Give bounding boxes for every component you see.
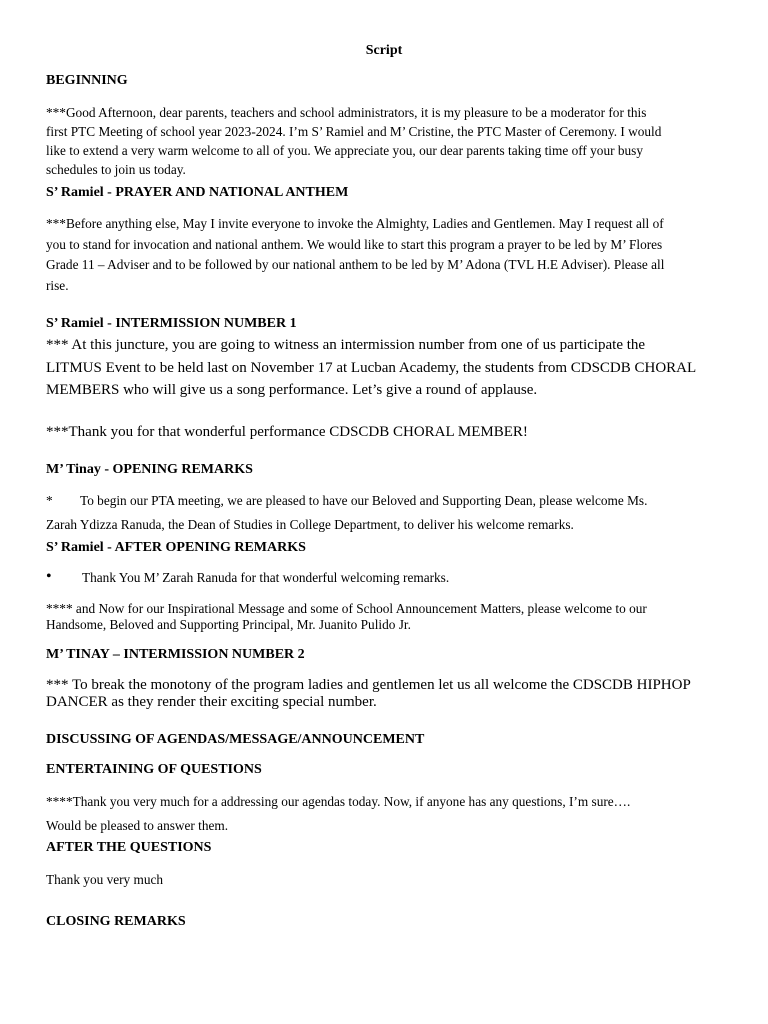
section-heading-after-opening: S’ Ramiel - AFTER OPENING REMARKS (46, 540, 306, 555)
bullet-dot: • (46, 568, 52, 585)
after-opening-line-1: Thank You M’ Zarah Ranuda for that wonderful welcoming remarks. (82, 570, 450, 585)
paragraph-line: Handsome, Beloved and Supporting Principal, Mr. Juanito Pulido Jr. (46, 617, 411, 632)
intermission-1-thanks: ***Thank you for that wonderful performance CDSCDB CHORAL MEMBER! (46, 424, 528, 440)
opening-line-1: To begin our PTA meeting, we are pleased to have our Beloved and Supporting Dean, please welcome Ms. (80, 493, 648, 508)
section-heading-closing: CLOSING REMARKS (46, 914, 186, 929)
opening-line-2: Zarah Ydizza Ranuda, the Dean of Studies in College Department, to deliver his welcome remarks. (46, 517, 574, 532)
after-opening-paragraph (46, 601, 728, 633)
paragraph-line: ***Before anything else, May I invite everyone to invoke the Almighty, Ladies and Gentlemen. May I request all of (46, 216, 664, 231)
questions-line-1: ****Thank you very much for a addressing our agendas today. Now, if anyone has any questions, I’m sure…. (46, 794, 631, 809)
paragraph-line: you to stand for invocation and national anthem. We would like to start this program a prayer to be led by M’ Flores (46, 236, 663, 252)
paragraph-line: **** and Now for our Inspirational Message and some of School Announcement Matters, please welcome to our (46, 601, 647, 616)
paragraph-line: first PTC Meeting of school year 2023-2024. I’m S’ Ramiel and M’ Cristine, the PTC Master of Ceremony. I would (46, 124, 662, 139)
paragraph-line: MEMBERS who will give us a song performance. Let’s give a round of applause. (46, 382, 538, 398)
asterisk-bullet: * (46, 493, 53, 508)
paragraph-line: rise. (46, 277, 69, 293)
paragraph-line: Grade 11 – Adviser and to be followed by our national anthem to be led by M’ Adona (TVL H.E Adviser). Please all (46, 257, 665, 272)
paragraph-line: like to extend a very warm welcome to all of you. We appreciate you, our dear parents taking time off your busy (46, 143, 643, 158)
paragraph-line: schedules to join us today. (46, 162, 186, 177)
section-heading-beginning: BEGINNING (46, 73, 128, 88)
section-heading-after-questions: AFTER THE QUESTIONS (46, 840, 212, 855)
section-heading-intermission-1: S’ Ramiel - INTERMISSION NUMBER 1 (46, 316, 297, 331)
section-heading-intermission-2: M’ TINAY – INTERMISSION NUMBER 2 (46, 647, 305, 662)
prayer-paragraph (46, 214, 728, 296)
section-heading-agendas: DISCUSSING OF AGENDAS/MESSAGE/ANNOUNCEMENT (46, 732, 425, 747)
section-heading-opening-remarks: M’ Tinay - OPENING REMARKS (46, 462, 253, 477)
paragraph-line: DANCER as they render their exciting special number. (46, 694, 377, 710)
page-title: Script (365, 43, 403, 58)
questions-line-2: Would be pleased to answer them. (46, 818, 229, 833)
paragraph-line: *** To break the monotony of the program ladies and gentlemen let us all welcome the CDSCDB HIPHOP (46, 677, 691, 693)
paragraph-line: ***Good Afternoon, dear parents, teachers and school administrators, it is my pleasure to be a moderator for this (46, 105, 647, 120)
section-heading-questions: ENTERTAINING OF QUESTIONS (46, 762, 262, 777)
paragraph-line: *** At this juncture, you are going to witness an intermission number from one of us participate the (46, 337, 646, 353)
intermission-2-paragraph (46, 677, 728, 711)
paragraph-line: LITMUS Event to be held last on November 17 at Lucban Academy, the students from CDSCDB CHORAL (46, 359, 697, 376)
intermission-1-paragraph (46, 334, 728, 402)
section-heading-prayer: S’ Ramiel - PRAYER AND NATIONAL ANTHEM (46, 185, 349, 200)
after-questions-line: Thank you very much (46, 872, 164, 887)
beginning-paragraph (46, 103, 728, 179)
